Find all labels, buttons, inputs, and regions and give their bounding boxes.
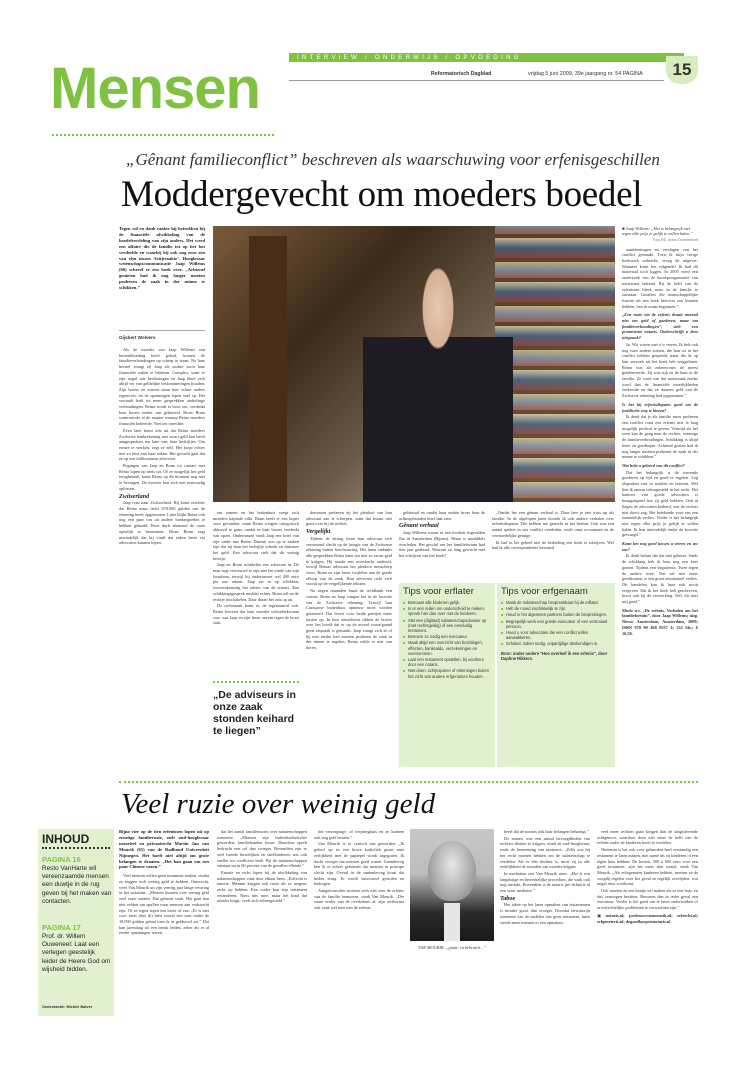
tips-source: Bron: onder andere "Hoe overleef ik een erfenis", door Daphne Rikkers. [501, 650, 608, 661]
article2-col2-paragraph: Emotie en recht lopen bij de afwikkeling van nalatenschappen vaak door elkaar heen. „Erfrecht is emotie. Mensen krijgen ook ruzie als ze nergens recht op hebben. Een ouder kan zijn testament veranderen. Niets mis mee, maar het kind dat minder krijgt, voelt zich achtergesteld.” [217, 869, 307, 904]
inhoud-page-17: PAGINA 17 [42, 923, 81, 932]
inhoud-title: INHOUD [42, 832, 90, 846]
list-item: ■ Hoed u voor advocaten die een conflict willen aanwakkeren. [501, 630, 611, 640]
article1-col4-paragraph: geldnood en omdat haar oudste broer haar de achtergehouden brief laat zien. [399, 510, 485, 521]
article2-col3-paragraph: het verzorgings- of verpleeghuis en ze kunnen ook nog geld beuren.” [314, 829, 404, 840]
tips-erfgenaam-title: Tips voor erfgenaam [501, 586, 588, 597]
tips-erfgenaam-list [501, 600, 611, 647]
right-paragraph: aantekeningen en verslagen van het conflict gemaakt. Toen ik mijn vorige boekwerk uitbracht, vroeg de uitgever: Wanneer komt het volgende? Ik had dit materiaal toch liggen. In 2005 werd een onderzoek van de beroepsorganisatie van notarissen bekend. Bij de helft van de erfenissen bleek ruzie in de familie te ontstaan. Getallen die maatschappelijke functie als een boek hierover zou kunnen hebben, ben ik eraan begonnen.” [622, 246, 698, 309]
photo-caption-bullet: ■ [622, 226, 626, 231]
article2-col1-paragraph: Veel mensen willen geen testament maken, omdat ze zeggen toch weinig geld te hebben. Onterecht, weet Van Mourik uit zijn veertig jaar lange ervaring in het notariaat. „Mensen kunnen over weinig geld veel ruzie maken. Dat gebeurt vaak. Het gaat dan niet zelden om spullen waar mensen aan verknocht zijn. Of ze tegen tegen een broer of zus. „Er is niet voor niets (dus ik) hebt vooral een som onder de 10.000 gulden gehad toen ik in geldnood zat.” Dat kan jarenlang tot een breuk leiden, zeker als er al eerder spanningen waren. [119, 873, 209, 936]
header-dotted-rule [52, 134, 274, 136]
section-title: Mensen [50, 56, 260, 121]
article1-subhead-genant: Gênant verhaal [399, 522, 439, 530]
article1-col4 [399, 510, 485, 578]
article2-col5-paragraph: Nietemin is het ook voor gehuwden heel verstandig een testament te laten maken, met name als zij kinderen of een eigen huis hebben. De kosten, 500 à 600 euro voor een goed testament, zijn het meer dan waard, vindt Van Mourik. „Als echtgenoten kinderen hebben, moeten ze de voogdij regelen voor het geval ze tegelijk overlijden, wat nogal eens voorkomt. [597, 847, 698, 887]
list-item: ■ Betrouwt alle kinderen gelijk. [403, 600, 491, 605]
article2-links-text: notaris.nl; professorvanmourik.nl; erfrecht.nl; erfgeneteris.nl; degoedkoopstenotaris.nl [597, 912, 698, 924]
article1-col3-paragraph: Tijdens de zitting toont hun advocaat zich verrassend slecht op de hoogte van de Zwitserse rekening buiten beschouwing. Het laten ondanks alle gesprekken Reina kans om niet zo zwart geld te krijgen. Hij maakt een overdracht onderuit, terwijl Reinas advocaat het pleidooi messcherp voert. Bram en zijn broer twijfelen aan de goede afloop van de zaak. Hun advocaat richt zich vooral op de vergelijkende teksten. [306, 535, 392, 587]
van-mourik-photo [410, 829, 494, 941]
list-item: ■ Benoem zo nodig een executeur. [403, 634, 491, 639]
list-item: ■ Maak altijd een overzicht van bezittingen, effecten, banksaldo, verzekeringen en oversommen. [403, 640, 491, 656]
grandfather-clock [249, 236, 287, 502]
interview-question: Wat hebt u geleerd van dit conflict? [622, 462, 685, 468]
article1-col5-paragraph: Ik had in het geheel niet de bedoeling een boek te schrijven. Wel had ik alle correspondentie bewaard. [492, 539, 614, 551]
section-bar-label: INTERVIEW / ONDERWIJS / OPVOEDING [297, 54, 522, 61]
article1-col4-paragraph: Jaap Willems woont in een modern fogevallen flat in Amsterdam (Bijnen). Reina is inmiddels overleden. Het geschil om het familiefortuin had tien jaar geduurd. Waarom zo lang gewacht met het schrijven van het boek? [399, 530, 485, 558]
list-item: ■ Laat een testament opstellen, bij voorkeur door een notaris. [403, 657, 491, 667]
interview-question: Is het bij erfenisdisputes goed om de juridische weg te kiezen? [622, 401, 698, 413]
header-rule [289, 80, 664, 81]
photo-caption: Jaap Willems: „Het is belangrijk niet tegen elke prijs je gelijk te willen halen.” [622, 226, 693, 237]
list-item: ■ Stel een (digitaal) nalatenschapsdossier op (met rechtsgeldig) of een eenduidig testament. [403, 618, 491, 634]
quote-box [213, 681, 299, 767]
list-item: ■ Is er een reden om onderscheid te maken, spreek hier dan over met de kinderen. [403, 606, 491, 616]
jaap-willems-photo [213, 226, 615, 502]
tips-erflater-box [399, 583, 495, 767]
article2-col3-paragraph: Aangetrouwden moeten zich niet met de erfenis van de familie bemoeien, vindt Van Mourik. „Die staan verder van de overledene af, zijn weliswaar ook vaak wel mee met de erfenis. [314, 888, 404, 911]
section-bar [289, 53, 684, 62]
article2-headline: Veel ruzie over weinig geld [121, 788, 436, 820]
article1-col1-paragraph: Pogingen van Jaap en Bram tot contact met Reina lopen op niets uit. Of ze mogelijk het geld terugbetaalt, komt Reina op dit moment nog niet te bevragen. De kwestie laat zich niet eenvoudig oplossen. [119, 463, 205, 491]
article2-col5-paragraph: Ook moeten ze een kantje wil maken als ze een huis, en dus vermogen bezitten. Bewaren dan in ieder geval een executeur. Verder is het goed om te laten onderzoeken of er erfrechtelijke problemen te verwachten zijn.” [597, 888, 698, 911]
article2-col4 [500, 829, 590, 1019]
list-item: ■ Heb de moed inschikkelijk te zijn. [501, 606, 611, 611]
interview-answer: Ik denk dat je als familie moet proberen een conflict rond een erfenis niet te laag mogelijk proficaf te geven. Vermijd als het even kan de gang naar de rechter, vanwege de familieverhoudingen. Schikking is altijd beter en goedkoper. Achteraf gezien had ik nog langer moeten proberen de zaak in der minne te schikken.” [622, 414, 698, 460]
article1-col1 [119, 347, 205, 769]
byline: Gijsbert Wolvers [119, 335, 156, 340]
dateline: vrijdag 5 juni 2009, 39e jaargang nr. 54 PAGINA [528, 71, 643, 77]
list-item: ■ Maak de nalatenschap bespreekbaar bij de erflater. [501, 600, 611, 605]
article1-subhead-zwitserland: Zwitserland [119, 492, 150, 500]
article2-col2-paragraph: dat het aantal familieruzies over nalatenschappen toeneemt. „Mensen zijn individualistischer geworden; familiebanden losser. Daardoor speelt bedrucht een rol dan vroeger. Bovendien zijn er veel tweede huwelijken en stiefkinderen, wat ook sneller tot conflicten leidt. Bij de nalatenschappen ontstaat nu in 60 procent van de gevallen ellende.” [217, 829, 307, 869]
inhoud-credit: Onderdactie: Michiel Batver [42, 1005, 93, 1009]
article1-col2-paragraph: Jaap en Bram schakelen een advocaat in. De man zegt vertrouwd te zijn met het einde van zijn loopbaan, terwijl hij ondertussen wel 400 euro per uur rekent. Jaap zet in op schikken, overeenkomstig het advies van de notaris. Een schikkingsgesprek mislukt echter. Bram wil nu de rechter inschakelen. Daar draait het ook op uit. [213, 562, 299, 602]
list-item: ■ Begrepelijk werk een goede executeur of een vertrouwd persoon. [501, 619, 611, 629]
article1-col2-paragraph: De rechtszaak komt er, de tegenaanval ook. Reina beweert dat haar moeder wilsonbekwaam was, wat Jaap en zijn broer onrein tegen de borst stuit. [213, 603, 299, 626]
face [428, 841, 476, 901]
article1-kicker: „Gênant familieconflict” beschreven als waarschuwing voor erfenisgeschillen [126, 150, 660, 169]
article1-col3 [306, 510, 392, 767]
article2-col5-paragraph: veel meer rechten gaan krijgen dan de langstlevende echtgenoot, waardoor deze niet meer de helft van de erfenis onder de kinderen hoeft te verdelen. [597, 829, 698, 846]
link-icon: ▣ [597, 912, 606, 918]
article1-col1-paragraph: Even later komt ook uit dat Reina moeders Zwitserse bankrekening met zwart geld ken heeft aangesproken ten bate van haar bedrijfjes. Om ermee te werken, zegt ze zelf. Het loopt echter niet zo best met haar zaken. Het gerucht gaat dat ze op een faillissement afstevent. [119, 427, 205, 462]
article1-headline: Moddergevecht om moeders boedel [121, 174, 643, 215]
interview-answer: Ja. Wij waren met z’n vieren. Ik heb ook nog twee andere zussen, die hun rol in het conflict hebben gespeeld, maar die ik op hun verzoek uit het boek heb weggelaten. Reina was als zakenvrouw de meest getalenteerde. Zij was rijk en de baas in de familie. Ze vond van dat motorzaak eerder werd dan de financiële moeilijkheden verkeerde en dat ze daarom geld van de Zwitserse rekening had opgenomen.” [622, 341, 698, 399]
quote-rule [213, 681, 299, 683]
article1-col3-paragraph: Na negen maanden baart de rechtbank een vonnis. Bram en Jaap vangen het in de kwestie van de Zwitserse rekening. Terwijl hun Curaçaose buitenhuis opnieuw moet worden getaxeerd. Dat levert voor beide partijen meer kosten op. In hun ontsteltenis tikken de broers over het hoofd dat er op de avond voorafgaand geen afspraak is gemaakt. Jaap vraagt zich af of hij niet eerder had moeten proberen de zaak in der minne te regelen. Reina wilde er niet van horen. [306, 588, 392, 651]
inhoud-rule [42, 847, 110, 849]
article1-subhead-vergelijkt: Vergelijkt [306, 528, 331, 536]
tips-erfgenaam-box [497, 583, 615, 767]
article2-col4-paragraph: Het taboe op het laten opmaken van testamenten is minder groot dan vroeger. Doordat bewustzijn toeneemt van de nadelen van geen testament, laten steeds meer mensen er een opmaken. [500, 902, 590, 925]
bookshelf [495, 226, 615, 502]
article1-col3-paragraph: dertussen proberen zij het pleidooi van hun advocaat aan te scherpen, want dat kwam niet goed over bij de rechter. [306, 510, 392, 527]
list-item: ■ Niet doen: schijnsparen of rekeningen buiten het zicht van andere erfgenamen houden. [403, 668, 491, 678]
article2-col4-paragraph: In mediation ziet Van Mourik niets. „Het is een langdurige en bewerkelijke procedure, die vaak ook nog mislukt. Bovendien is de notaris per definitie al een soort mediator.” [500, 870, 590, 894]
list-item: ■ Houd in het algemeen partners buiten de besprekingen. [501, 612, 611, 617]
article2-col1 [119, 829, 209, 1019]
article1-col5 [492, 510, 614, 578]
article2-col2 [217, 829, 307, 1019]
byline-rule [119, 330, 205, 331]
list-item: ■ Schakel, indien nodig, onpartijdige deskundigen in. [501, 641, 611, 646]
tips-erflater-list [403, 600, 491, 679]
shirt [444, 903, 460, 941]
interview-question: „Een ruzie om de erfenis draait meestal niet om geld of goederen, maar om familieverhoudingen”, stelt een prominente notaris. Onderschrijft u deze uitspraak? [622, 312, 698, 341]
article2-col5 [597, 829, 698, 1019]
inhoud-page-16: PAGINA 16 [42, 855, 81, 864]
article1-lead: Tegen wil en dank raakte hij betrokken bij de financiële afwikkeling van de boedelverdeling van zijn ouders. Het werd een affaire die de familie tot op het bot verdeelde en waarbij hij ook nog eens een van zijn nissen ‘feitjtraakte’. Hoogleraar wetenschapscommunicatie Jaap Willems (66) schreef er een boek over. „Achteraf genieten had ik nog langer moeten proberen de zaak in der minne te schikken.” [119, 226, 205, 291]
inhoud-box [38, 829, 114, 1016]
right-column-text [622, 247, 698, 637]
person-silhouette [363, 266, 513, 502]
article1-col5-paragraph: „Omdat het een gênant verhaal is. Daar ben je niet trots op als familie. In de afgelopen jaren hoorde ik ook andere verhalen over erfenisdisputen. Die hebben me gesterkt in het besluit. Ook was een aantal spelers in ons conflict overleden, zoals onze accountant en de vermoedelijke getuige. [492, 510, 614, 538]
right-column [622, 226, 698, 767]
article2-subhead-taboe: Taboe [500, 894, 516, 902]
inhoud-item-16: Resto VanHarte wil vereenzaamde mensen een duwtje in de rug geven bij het maken van contacten. [42, 865, 112, 905]
van-mourik-caption: VAN MOURIK: „gnuit- en bebraich...” [418, 945, 486, 950]
interview-question: Komt het nog goed tussen u vieren en uw zus? [622, 541, 698, 552]
interview-answer: Dat het belangrijk is de roerende goederen op tijd en goed te regelen. Leg afspraken vast in notulen en brieven. Wel ben ik enorm teleurgesteld in het recht. Het kantoor van goede advocaten is beangstigend hoe zij geld hebben. Ook al liegen de advocaten keihard, wat de rechter niet direct zag. Het betekende voor ons een aanzienlijk verlies. Verder is het belangrijk niet tegen elke prijs je gelijk te willen halen. Ik ben uiteindelijk onder de kwestie gevraagd.” [622, 469, 698, 538]
photo-credit: Foto RD, Anton Dommerholt [652, 237, 698, 242]
newspaper-name: Reformatorisch Dagblad [431, 71, 492, 77]
article1-col1-paragraph: Als de moeder van Jaap Willems een hersenbloeding heeft gehad, komen de familieverhoudingen op scherp te staan. Na haar herstel vraagt zij Jaap als oudste zoon haar financiële zaken te beheren. Complex, want er zijn nogal wat beslissingen en Jaap bleef zich altijd ver van geldelijke beslommeringen houden. Zijn broers en zussen staan hier echter anders tegenover, en de spanningen lopen snel op. Het verraadt leidt tot meer gesprekken onderlinge verhoudingen. Reina wordt er boos om, verdenkt haar broers eerder van geknoeid. Broer Bram wantrouwde al de manier waarop Reina moeders financiën beheerde. Niet ten onrechte. [119, 347, 205, 427]
article2-col4-paragraph: De notaris was een aantal bevoegdheden van rechters dienen te krijgen, vindt de oud-hoogleraar, zoals de benoeming van taxateurs. „Zelfs zou hij het recht moeten hebben om de nalatenschap te verdelen. Als er één dochter is, moet zij in alle redelijkheid de sieraden van moeder krijgen. [500, 835, 590, 870]
article1-col2-paragraph: ten tonnen en het buitenhuis voegt zich moeders kapitale villa. Bram heeft er een koper voor gevonden, maar Reina weigert categorisch akkoord te gaan, omdat ze haar broers verdenkt van opzet. Ondertussen vindt Jaap een brief van zijn vader aan Reina. Daaruit zou op te maken zijn dat hij haar het bedrijfje schonk en daarmee het geld. Een advocaat stelt dat dit weinig bewijst. [213, 510, 299, 561]
inhoud-item-17: Prof. dr. Willem Ouweneel: Laat een verlegen geestelijk leider de Heere God om wijsheid bidden. [42, 933, 111, 973]
tips-erflater-title: Tips voor erflater [403, 586, 474, 597]
article2-col3 [314, 829, 404, 1019]
article2-col4-paragraph: heeft dat de notaris ook haar belangen behartigt.” [504, 829, 589, 834]
book-info: Modo n.v. „De erfenis. Verhalen om het familiefortuin”, door Jaap Willems; uitg. Nieuw Amsterdam, Amsterdam, 2009; ISBN 978 90 468 0537 4; 232 blz.; € 16,50. [622, 607, 698, 636]
article1-col2 [213, 510, 299, 680]
interview-answer: Ik denk helaas dat dat niet gebeurt. Sinds de schikking heb ik haar nog een keer gezien. Tijdens een begrafenis. Twee tegen de andere twee. Dat zal niet meer goedkomen, is een groot emotioneel verlies. Dit handelen kan ik haar ook nooit vergeven. Dat ik het boek heb geschreven, hoort ook bij de verwerking. Wel, dit doet mij goed.” [622, 553, 698, 605]
page-number: 15 [672, 60, 692, 79]
article2-dotted-rule [119, 781, 698, 783]
article1-col1-paragraph: Jaap reist naar Zwitserland. Hij komt erachter dat Reina maar liefst 678.000 gulden van de rekening heeft opgenomen. Later blijkt Reina ook nog een paar ton uit andere banktegoeden te hebben gehaald. Eerst durft niemand de ruzie openlijk te benoemen. Broer Bram zegt uiteindelijk dat hij vindt dat zaken beter via advocaten kunnen lopen. [119, 500, 205, 546]
article2-col3-paragraph: Van Mourik is er cynisch van geworden. „Ik geloof op zo een brave katholiek gezin naar eerlijkheid met de paplepel wordt ingegoten. Ik dacht vroeger dat mensen goed waren. Gaandeweg ben ik er achter gekomen dat mensen in principe slecht zijn. Overal in de samenleving komt dat heden terug. Er wordt structureel gestolen en bedrogen. [314, 841, 404, 887]
article2-links [597, 913, 698, 924]
article2-lead: Bijna vier op de tien erfenissen lopen uit op ernstige familieruzie, stelt oud-hoogleraar notarieel en privaatrecht Martin Jan van Mourik (65) van de Radboud Universiteit Nijmegen. Het hoeft niet altijd om grote belangen te draaien. „Het kan gaan om een paar Chinese vazen.” [119, 829, 209, 870]
pull-quote: „De adviseurs in onze zaak stonden keihard te liegen” [213, 689, 296, 737]
